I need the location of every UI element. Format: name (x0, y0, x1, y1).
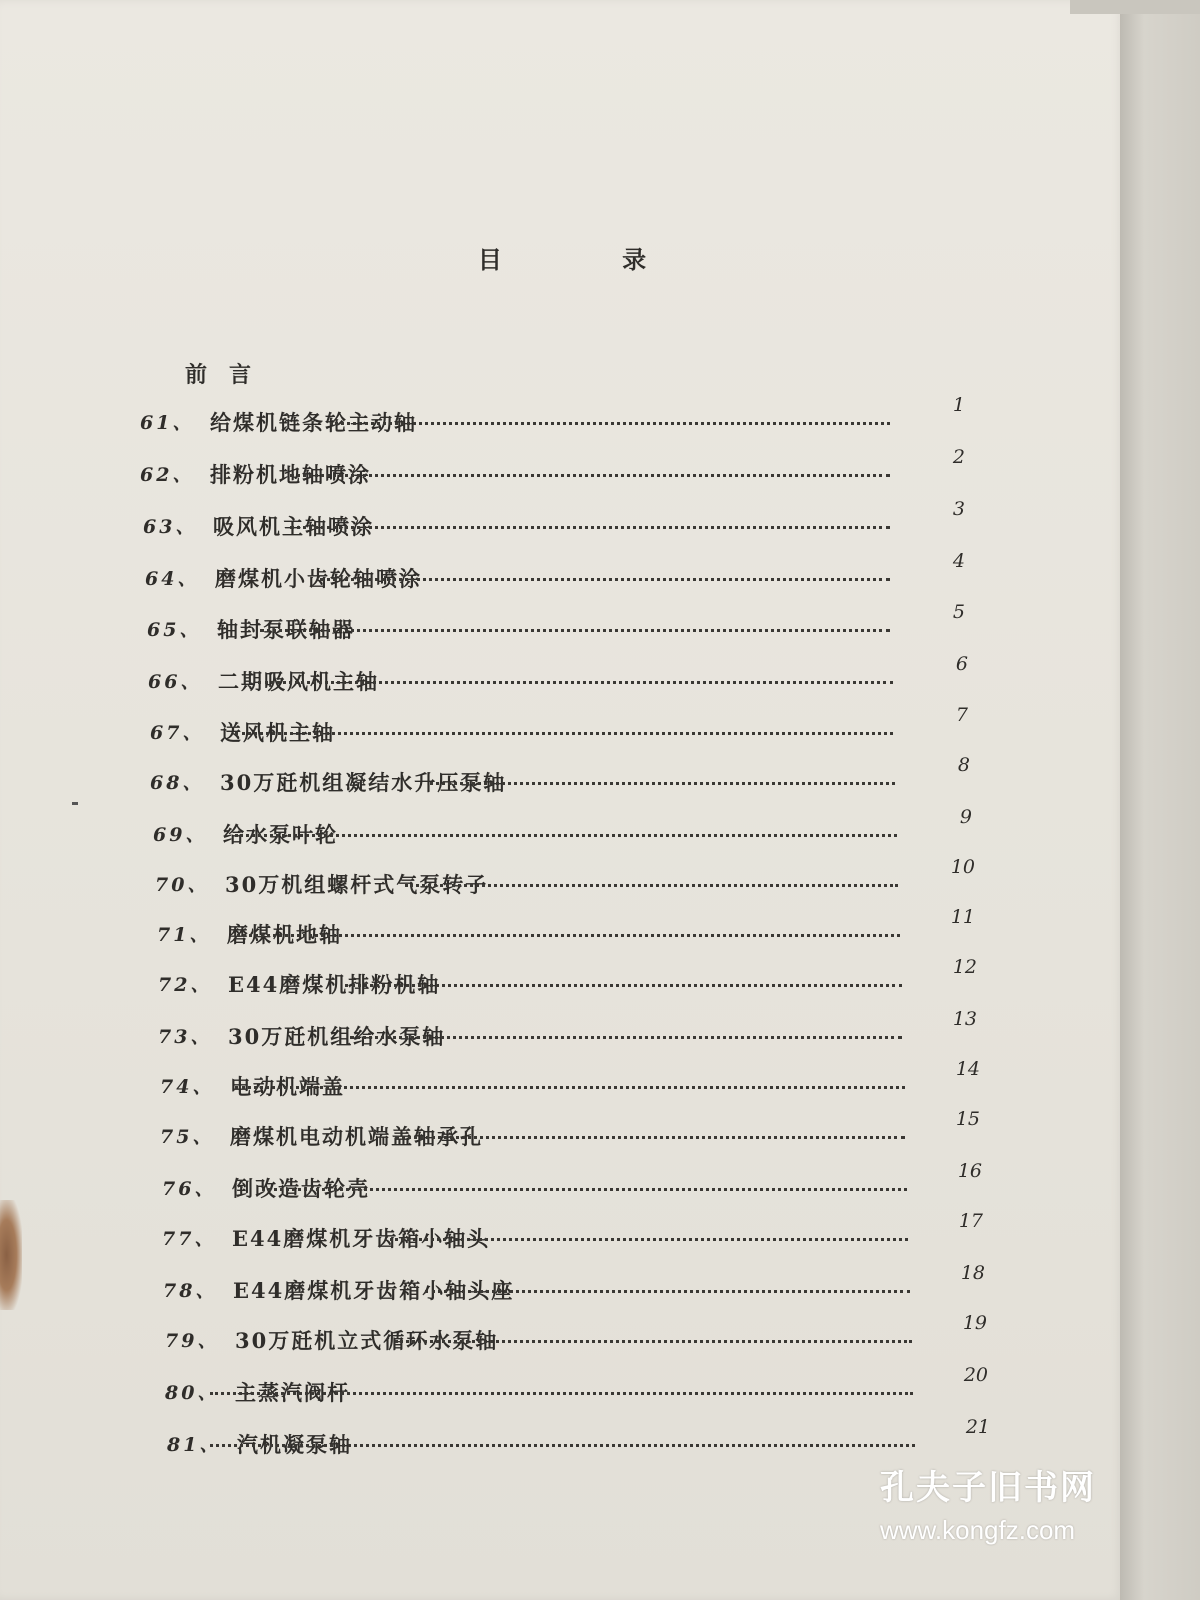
toc-entry-title: E44磨煤机牙齿箱小轴头座 (233, 1278, 515, 1303)
toc-page-number: 12 (952, 956, 977, 978)
toc-entry-number: 81、 (167, 1434, 222, 1456)
toc-entry-number: 80、 (165, 1382, 220, 1404)
toc-entry (162, 1210, 983, 1254)
toc-leader-dots (235, 732, 893, 735)
toc-entry-number: 74、 (160, 1076, 215, 1098)
toc-entry (143, 498, 965, 542)
toc-entry-title: 汽机凝泵轴 (237, 1432, 352, 1457)
toc-entry-number: 63、 (143, 516, 198, 538)
toc-page-number: 17 (958, 1210, 983, 1232)
toc-entry-title: 磨煤机小齿轮轴喷涂 (215, 566, 422, 591)
toc-leader-dots (395, 1136, 905, 1139)
toc-page-number: 15 (955, 1108, 980, 1130)
toc-page-number: 11 (950, 906, 975, 928)
toc-entry (167, 1416, 990, 1460)
toc-page-number: 1 (952, 394, 965, 416)
toc-page-number: 14 (955, 1058, 980, 1080)
toc-page-number: 8 (957, 754, 970, 776)
toc-entry (165, 1312, 987, 1356)
page-edge-shadow (1120, 0, 1200, 1600)
toc-entry-number: 79、 (165, 1330, 220, 1352)
toc-entry-title: 30万瓩机立式循环水泵轴 (235, 1328, 499, 1353)
toc-entry (150, 704, 968, 748)
toc-entry-title: E44磨煤机牙齿箱小轴头 (232, 1226, 491, 1251)
toc-entry-title: E44磨煤机排粉机轴 (228, 972, 441, 997)
toc-entry-title: 30万瓩机组凝结水升压泵轴 (220, 770, 507, 795)
toc-entry-number: 71、 (157, 924, 212, 946)
toc-page-number: 21 (965, 1416, 990, 1438)
toc-entry (158, 1008, 977, 1052)
toc-leader-dots (260, 629, 890, 632)
toc-entry-number: 73、 (158, 1026, 213, 1048)
toc-entry (145, 550, 965, 594)
toc-entry (163, 1262, 985, 1306)
toc-entry-title: 给水泵叶轮 (223, 822, 338, 847)
toc-entry (155, 856, 975, 900)
toc-entry-number: 62、 (140, 464, 195, 486)
toc-entry (140, 446, 965, 490)
toc-entry (160, 1058, 980, 1102)
toc-leader-dots (405, 884, 898, 887)
toc-entry-number: 69、 (153, 824, 208, 846)
toc-page-number: 13 (952, 1008, 977, 1030)
preface-heading: 前言 (185, 362, 274, 388)
toc-entry (140, 394, 965, 438)
toc-leader-dots (290, 526, 890, 529)
toc-entry-number: 70、 (155, 874, 210, 896)
toc-page-number: 18 (960, 1262, 985, 1284)
toc-entry-number: 67、 (150, 722, 205, 744)
toc-entry-number: 65、 (147, 619, 202, 641)
toc-page-number: 3 (952, 498, 965, 520)
toc-leader-dots (210, 1444, 915, 1447)
watermark-site-name: 孔夫子旧书网 (880, 1468, 1096, 1508)
toc-page-number: 2 (952, 446, 965, 468)
toc-entry-title: 轴封泵联轴器 (217, 617, 355, 642)
toc-leader-dots (395, 1340, 912, 1343)
toc-entry-title: 电动机端盖 (230, 1074, 345, 1099)
toc-leader-dots (258, 681, 893, 684)
toc-entry-title: 磨煤机地轴 (227, 922, 342, 947)
toc-leader-dots (425, 1290, 910, 1293)
toc-page-number: 4 (952, 550, 965, 572)
toc-page-number: 9 (959, 806, 972, 828)
title-char-2: 录 (622, 245, 648, 274)
toc-leader-dots (330, 422, 890, 425)
toc-entry-title: 倒改造齿轮壳 (232, 1176, 370, 1201)
toc-entry-number: 78、 (163, 1280, 218, 1302)
toc-entry-title: 30万机组螺杆式气泵转子 (225, 872, 489, 897)
toc-entry-number: 68、 (150, 772, 205, 794)
toc-leader-dots (210, 1392, 913, 1395)
toc-entry (147, 601, 965, 645)
toc-entry-title: 吸风机主轴喷涂 (213, 514, 374, 539)
toc-page-number: 6 (955, 653, 968, 675)
toc-page-number: 10 (950, 856, 975, 878)
toc-entry (148, 653, 968, 697)
toc-entry (162, 1160, 982, 1204)
toc-entry (153, 806, 972, 850)
toc-entry-title: 二期吸风机主轴 (218, 669, 379, 694)
toc-leader-dots (237, 934, 900, 937)
toc-entry-number: 77、 (162, 1228, 217, 1250)
toc-leader-dots (290, 474, 890, 477)
toc-page-number: 19 (962, 1312, 987, 1334)
toc-entry (157, 906, 975, 950)
toc-entry-title: 主蒸汽阀杆 (235, 1380, 350, 1405)
toc-entry-number: 66、 (148, 671, 203, 693)
toc-entry-title: 30万瓩机组给水泵轴 (228, 1024, 446, 1049)
toc-entry (158, 956, 977, 1000)
toc-page-number: 20 (963, 1364, 988, 1386)
toc-entry-number: 72、 (158, 974, 213, 996)
toc-leader-dots (350, 1036, 902, 1039)
toc-leader-dots (345, 984, 902, 987)
toc-entry-title: 给煤机链条轮主动轴 (210, 410, 417, 435)
toc-entry (165, 1364, 988, 1408)
toc-entry-number: 64、 (145, 568, 200, 590)
toc-entry-number: 76、 (162, 1178, 217, 1200)
watermark-url: www.kongfz.com (880, 1515, 1076, 1545)
toc-leader-dots (320, 578, 890, 581)
toc-entry-number: 61、 (140, 412, 195, 434)
watermark (880, 1460, 1180, 1546)
toc-page-number: 7 (955, 704, 968, 726)
toc-page-number: 16 (957, 1160, 982, 1182)
toc-leader-dots (235, 1086, 905, 1089)
toc-leader-dots (390, 1238, 908, 1241)
toc-entry-number: 75、 (160, 1126, 215, 1148)
title-char-1: 目 (477, 245, 503, 274)
toc-entry-title: 磨煤机电动机端盖轴承孔 (230, 1124, 483, 1149)
toc-entry-title: 送风机主轴 (220, 720, 335, 745)
toc-entry-title: 排粉机地轴喷涂 (210, 462, 371, 487)
toc-entry (160, 1108, 980, 1152)
toc-leader-dots (430, 782, 895, 785)
toc-leader-dots (262, 1188, 907, 1191)
toc-page-number: 5 (952, 601, 965, 623)
toc-leader-dots (235, 834, 897, 837)
toc-entry (150, 754, 970, 798)
